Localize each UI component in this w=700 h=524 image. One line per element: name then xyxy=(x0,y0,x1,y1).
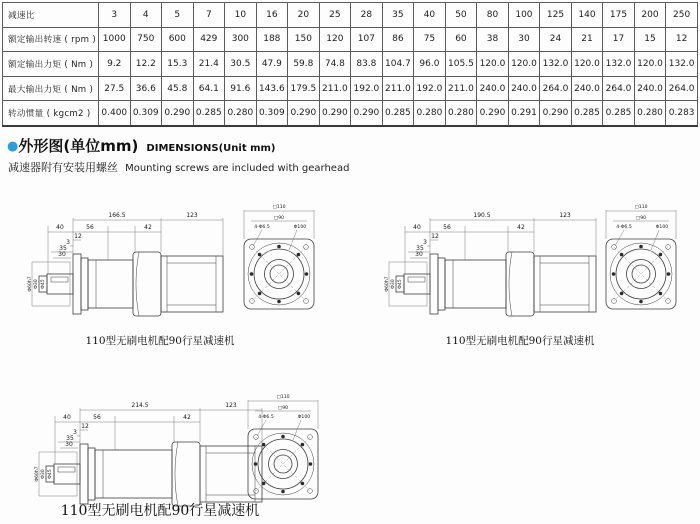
table-cell: 0.280 xyxy=(225,101,257,126)
table-cell: 105.5 xyxy=(445,52,477,77)
table-cell: 75 xyxy=(414,27,446,52)
flange-outline xyxy=(248,429,318,499)
table-cell: 0.280 xyxy=(445,101,477,126)
table-cell: 0.290 xyxy=(477,101,509,126)
drawing3-caption: 110型无刷电机配90行星减速机 xyxy=(60,503,260,519)
section-subtitle-cn: 减速器附有安装用螺丝 xyxy=(8,161,118,174)
dim-30: 30 xyxy=(58,251,66,258)
gearmotor-outline xyxy=(389,252,596,316)
table-row xyxy=(3,3,698,28)
table-cell: 0.280 xyxy=(414,101,446,126)
table-cell: 0.285 xyxy=(571,101,603,126)
dim-total: 190.5 xyxy=(473,212,491,219)
gearmotor-outline xyxy=(32,252,223,316)
dim-35: 35 xyxy=(66,435,74,442)
table-cell: 192.0 xyxy=(414,76,446,101)
front-holes-dim: 4-Φ6.5 xyxy=(258,415,274,420)
flange-outline xyxy=(606,239,676,309)
table-cell: 4 xyxy=(130,3,162,28)
table-cell: 0.400 xyxy=(99,101,131,126)
table-cell: 60 xyxy=(445,27,477,52)
dim-dia3: Φ30 xyxy=(391,279,396,289)
table-cell: 0.285 xyxy=(382,101,414,126)
table-cell: 30 xyxy=(508,27,540,52)
drawing1-front-view xyxy=(232,198,327,323)
table-cell: 0.283 xyxy=(666,101,698,126)
table-cell: 264.0 xyxy=(666,76,698,101)
table-cell: 21 xyxy=(571,27,603,52)
table-cell: 192.0 xyxy=(351,76,383,101)
table-cell: 250 xyxy=(666,3,698,28)
dim-dia2: Φ45 xyxy=(48,469,53,479)
table-cell: 16 xyxy=(256,3,288,28)
dimension-lines xyxy=(34,402,262,482)
table-cell: 1000 xyxy=(99,27,131,52)
dim-3: 3 xyxy=(73,429,77,436)
table-cell: 0.285 xyxy=(193,101,225,126)
table-cell: 36.6 xyxy=(130,76,162,101)
table-cell: 300 xyxy=(225,27,257,52)
section-subtitle xyxy=(8,156,349,175)
table-cell: 150 xyxy=(288,27,320,52)
table-cell: 59.8 xyxy=(288,52,320,77)
drawing1-side-view xyxy=(26,196,231,331)
table-cell: 140 xyxy=(571,3,603,28)
dim-dia3: Φ30 xyxy=(34,279,39,289)
table-cell: 125 xyxy=(540,3,572,28)
table-cell: 0.290 xyxy=(540,101,572,126)
dim-motor: 123 xyxy=(225,402,237,409)
table-row xyxy=(3,27,698,52)
front-holes-dim: 4-Φ6.5 xyxy=(616,225,632,230)
dim-35: 35 xyxy=(416,245,424,252)
dim-3: 3 xyxy=(423,239,427,246)
table-cell: 28 xyxy=(351,3,383,28)
front-circle-dim: Φ100 xyxy=(297,415,311,420)
table-cell: 132.0 xyxy=(666,52,698,77)
dim-dia1: Φ60h7 xyxy=(385,276,390,292)
drawing3-front-view xyxy=(236,388,331,513)
table-cell: 45.8 xyxy=(162,76,194,101)
table-cell: 86 xyxy=(382,27,414,52)
table-cell: 211.0 xyxy=(445,76,477,101)
table-cell: 38 xyxy=(477,27,509,52)
drawing1-caption: 110型无刷电机配90行星减速机 xyxy=(85,335,235,347)
flange-outline xyxy=(244,239,314,309)
dim-total: 166.5 xyxy=(108,212,126,219)
table-cell: 17 xyxy=(603,27,635,52)
front-circle-dim: Φ100 xyxy=(293,225,307,230)
table-cell: 0.290 xyxy=(319,101,351,126)
table-cell: 120.0 xyxy=(634,52,666,77)
front-holes-dim: 4-Φ6.5 xyxy=(254,225,270,230)
table-cell: 15.3 xyxy=(162,52,194,77)
table-cell: 80 xyxy=(477,3,509,28)
table-cell: 47.9 xyxy=(256,52,288,77)
table-cell: 0.290 xyxy=(288,101,320,126)
section-subtitle-en: Mounting screws are included with gearhead xyxy=(125,163,350,174)
dim-dia2: Φ45 xyxy=(41,279,46,289)
section-title-cn: 外形图(单位mm) xyxy=(18,137,139,155)
table-row xyxy=(3,52,698,77)
dim-dia1: Φ60h7 xyxy=(28,276,33,292)
table-cell: 15 xyxy=(634,27,666,52)
table-cell: 240.0 xyxy=(571,76,603,101)
table-cell: 0.291 xyxy=(508,101,540,126)
front-inner-dim: □90 xyxy=(273,216,285,221)
row-label: 额定输出力矩 ( Nm ) xyxy=(3,52,99,77)
table-cell: 35 xyxy=(382,3,414,28)
table-cell: 0.285 xyxy=(603,101,635,126)
front-inner-dim: □90 xyxy=(277,406,289,411)
front-square-dim: □110 xyxy=(634,205,648,210)
dimension-lines xyxy=(384,212,596,292)
dimension-lines xyxy=(27,212,223,292)
table-cell: 21.4 xyxy=(193,52,225,77)
front-square-dim: □110 xyxy=(276,395,290,400)
table-cell: 264.0 xyxy=(603,76,635,101)
table-cell: 0.290 xyxy=(162,101,194,126)
front-circle-dim: Φ100 xyxy=(655,225,669,230)
table-cell: 132.0 xyxy=(603,52,635,77)
table-cell: 9.2 xyxy=(99,52,131,77)
dim-56: 56 xyxy=(86,224,94,231)
dim-dia2: Φ45 xyxy=(398,279,403,289)
row-label: 减速比 xyxy=(3,3,99,28)
table-cell: 64.1 xyxy=(193,76,225,101)
dim-3: 3 xyxy=(66,239,70,246)
spec-table-body xyxy=(3,3,698,126)
table-cell: 211.0 xyxy=(382,76,414,101)
bullet-icon: ● xyxy=(7,139,19,154)
table-cell: 240.0 xyxy=(634,76,666,101)
row-label: 最大输出力矩 ( Nm ) xyxy=(3,76,99,101)
table-cell: 25 xyxy=(319,3,351,28)
table-cell: 104.7 xyxy=(382,52,414,77)
table-cell: 83.8 xyxy=(351,52,383,77)
dim-35: 35 xyxy=(59,245,67,252)
table-cell: 240.0 xyxy=(477,76,509,101)
dim-56: 56 xyxy=(443,224,451,231)
table-cell: 200 xyxy=(634,3,666,28)
table-cell: 264.0 xyxy=(540,76,572,101)
table-cell: 175 xyxy=(603,3,635,28)
table-cell: 179.5 xyxy=(288,76,320,101)
front-square-dim: □110 xyxy=(272,205,286,210)
table-cell: 188 xyxy=(256,27,288,52)
table-cell: 0.290 xyxy=(351,101,383,126)
table-cell: 120.0 xyxy=(477,52,509,77)
row-label: 额定输出转速 ( rpm ) xyxy=(3,27,99,52)
section-title-en: DIMENSIONS(Unit mm) xyxy=(146,143,276,154)
dim-40: 40 xyxy=(56,224,64,231)
front-inner-dim: □90 xyxy=(635,216,647,221)
table-cell: 100 xyxy=(508,3,540,28)
dim-42: 42 xyxy=(144,224,152,231)
table-cell: 120.0 xyxy=(508,52,540,77)
table-cell: 24 xyxy=(540,27,572,52)
table-row xyxy=(3,76,698,101)
table-cell: 143.6 xyxy=(256,76,288,101)
dim-motor: 123 xyxy=(186,212,198,219)
dim-30: 30 xyxy=(415,251,423,258)
table-cell: 107 xyxy=(351,27,383,52)
section-title xyxy=(7,135,276,156)
table-cell: 0.309 xyxy=(256,101,288,126)
table-cell: 96.0 xyxy=(414,52,446,77)
dim-12: 12 xyxy=(74,233,82,240)
table-cell: 0.309 xyxy=(130,101,162,126)
table-cell: 5 xyxy=(162,3,194,28)
table-cell: 120.0 xyxy=(571,52,603,77)
table-cell: 12.2 xyxy=(130,52,162,77)
table-cell: 600 xyxy=(162,27,194,52)
drawing2-front-view xyxy=(594,198,689,323)
table-cell: 12 xyxy=(666,27,698,52)
dim-56: 56 xyxy=(93,414,101,421)
dim-12: 12 xyxy=(431,233,439,240)
table-cell: 7 xyxy=(193,3,225,28)
table-cell: 240.0 xyxy=(508,76,540,101)
table-cell: 429 xyxy=(193,27,225,52)
drawing2-caption: 110型无刷电机配90行星减速机 xyxy=(445,335,595,347)
dim-42: 42 xyxy=(517,224,525,231)
table-row xyxy=(3,101,698,126)
dim-motor: 123 xyxy=(559,212,571,219)
dim-40: 40 xyxy=(413,224,421,231)
dim-42: 42 xyxy=(183,414,191,421)
table-cell: 27.5 xyxy=(99,76,131,101)
dim-dia3: Φ30 xyxy=(41,469,46,479)
table-cell: 3 xyxy=(99,3,131,28)
table-cell: 74.8 xyxy=(319,52,351,77)
table-cell: 40 xyxy=(414,3,446,28)
table-cell: 132.0 xyxy=(540,52,572,77)
row-label: 转动惯量 ( kgcm2 ) xyxy=(3,101,99,126)
table-cell: 50 xyxy=(445,3,477,28)
gearmotor-outline xyxy=(39,442,262,506)
table-cell: 30.5 xyxy=(225,52,257,77)
table-cell: 0.280 xyxy=(634,101,666,126)
dim-30: 30 xyxy=(65,441,73,448)
dim-total: 214.5 xyxy=(131,402,149,409)
table-cell: 10 xyxy=(225,3,257,28)
table-cell: 91.6 xyxy=(225,76,257,101)
table-cell: 20 xyxy=(288,3,320,28)
drawing2-side-view xyxy=(383,196,604,331)
table-cell: 211.0 xyxy=(319,76,351,101)
spec-table xyxy=(2,2,698,127)
dim-12: 12 xyxy=(81,423,89,430)
table-cell: 750 xyxy=(130,27,162,52)
table-cell: 120 xyxy=(319,27,351,52)
dim-dia1: Φ60h7 xyxy=(35,466,40,482)
dim-40: 40 xyxy=(63,414,71,421)
